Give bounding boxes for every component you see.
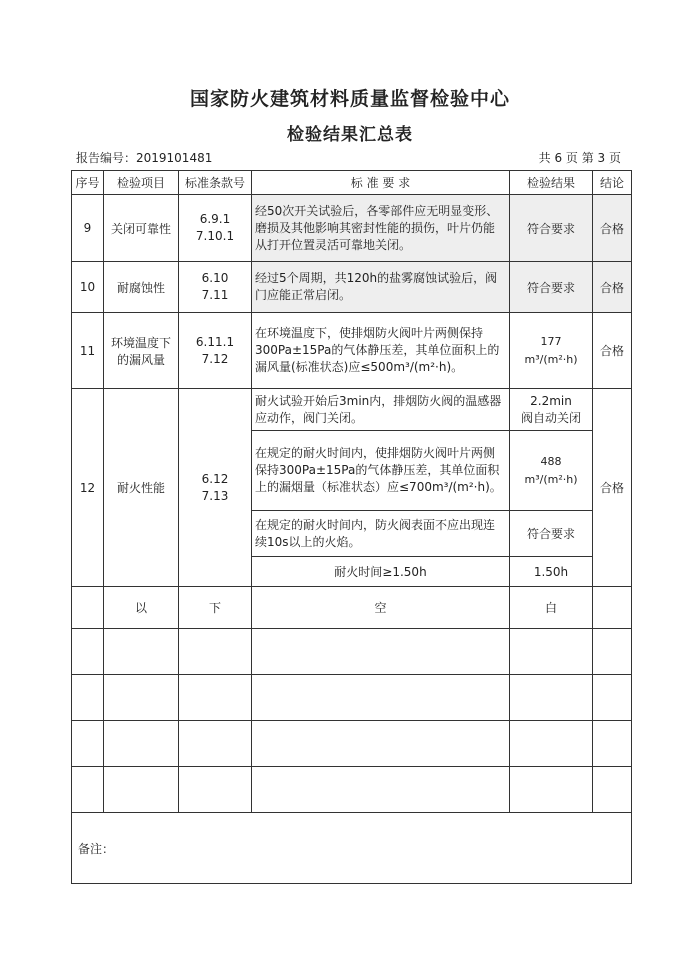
row-conclusion: 合格 xyxy=(593,262,632,313)
col-requirement: 标 准 要 求 xyxy=(252,171,510,195)
row-clauses: 6.11.1 7.12 xyxy=(179,313,252,389)
end-marker-char: 白 xyxy=(510,587,593,629)
table-row xyxy=(72,195,632,262)
results-table xyxy=(71,170,632,884)
table-row xyxy=(72,389,632,431)
row-requirement: 在环境温度下，使排烟防火阀叶片两侧保持300Pa±15Pa的气体静压差，其单位面积上的漏风量(标准状态)应≤500m³/(m²·h)。 xyxy=(252,313,510,389)
remarks-label: 备注： xyxy=(78,841,115,856)
row-item: 耐腐蚀性 xyxy=(104,262,179,313)
end-marker-row xyxy=(72,587,632,629)
row-clauses: 6.12 7.13 xyxy=(179,389,252,587)
col-clause: 标准条款号 xyxy=(179,171,252,195)
row-no: 11 xyxy=(72,313,104,389)
empty-row xyxy=(72,721,632,767)
remarks-row xyxy=(72,813,632,884)
row-no: 12 xyxy=(72,389,104,587)
header-row xyxy=(72,171,632,195)
row-conclusion: 合格 xyxy=(593,389,632,587)
row-requirement: 在规定的耐火时间内，防火阀表面不应出现连续10s以上的火焰。 xyxy=(252,511,510,557)
row-no: 10 xyxy=(72,262,104,313)
row-conclusion: 合格 xyxy=(593,195,632,262)
page-info: 共 6 页 第 3 页 xyxy=(538,151,621,165)
row-result: 488 m³/(m²·h) xyxy=(510,431,593,511)
row-requirement: 在规定的耐火时间内，使排烟防火阀叶片两侧保持300Pa±15Pa的气体静压差，其单位面积上的漏烟量（标准状态）应≤700m³/(m²·h)。 xyxy=(252,431,510,511)
table-row xyxy=(72,262,632,313)
row-clauses: 6.10 7.11 xyxy=(179,262,252,313)
row-result: 2.2min 阀自动关闭 xyxy=(510,389,593,431)
col-conclusion: 结论 xyxy=(593,171,632,195)
org-title: 国家防火建筑材料质量监督检验中心 xyxy=(189,88,510,110)
col-result: 检验结果 xyxy=(510,171,593,195)
row-item: 环境温度下的漏风量 xyxy=(104,313,179,389)
row-conclusion: 合格 xyxy=(593,313,632,389)
row-no: 9 xyxy=(72,195,104,262)
row-requirement: 耐火试验开始后3min内，排烟防火阀的温感器应动作，阀门关闭。 xyxy=(252,389,510,431)
row-clauses: 6.9.1 7.10.1 xyxy=(179,195,252,262)
table-row xyxy=(72,313,632,389)
row-result: 177 m³/(m²·h) xyxy=(510,313,593,389)
col-item: 检验项目 xyxy=(104,171,179,195)
row-result: 符合要求 xyxy=(510,511,593,557)
row-result: 符合要求 xyxy=(510,262,593,313)
row-item: 关闭可靠性 xyxy=(104,195,179,262)
end-marker-char: 下 xyxy=(179,587,252,629)
empty-row xyxy=(72,675,632,721)
report-number: 报告编号：2019101481 xyxy=(76,151,213,165)
row-requirement: 耐火时间≥1.50h xyxy=(252,557,510,587)
row-result: 1.50h xyxy=(510,557,593,587)
row-requirement: 经50次开关试验后，各零部件应无明显变形、磨损及其他影响其密封性能的损伤，叶片仍能从打开位置灵活可靠地关闭。 xyxy=(252,195,510,262)
doc-title: 检验结果汇总表 xyxy=(287,125,413,145)
row-requirement: 经过5个周期，共120h的盐雾腐蚀试验后，阀门应能正常启闭。 xyxy=(252,262,510,313)
row-result: 符合要求 xyxy=(510,195,593,262)
empty-row xyxy=(72,629,632,675)
end-marker-char: 以 xyxy=(104,587,179,629)
col-no: 序号 xyxy=(72,171,104,195)
row-item: 耐火性能 xyxy=(104,389,179,587)
end-marker-char: 空 xyxy=(252,587,510,629)
empty-row xyxy=(72,767,632,813)
